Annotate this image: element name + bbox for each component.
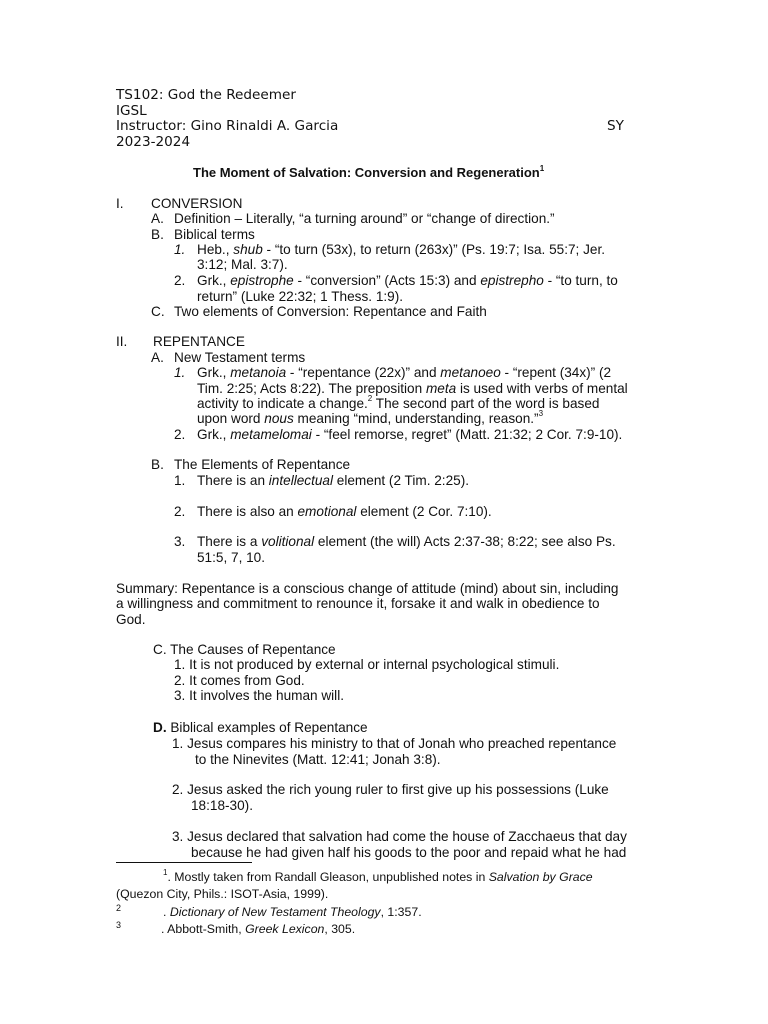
- footnote-ref-2: 2: [367, 394, 373, 404]
- s2-b3-text: There is a volitional element (the will) Acts 2:37-38; 8:22; see also Ps.: [197, 534, 616, 549]
- s1-a-label: A.: [151, 211, 164, 226]
- s2-b-text: The Elements of Repentance: [174, 457, 351, 472]
- causes-item-1: 1. It is not produced by external or internal psychological stimuli.: [174, 657, 560, 672]
- school-year-label: SY: [607, 118, 624, 134]
- s1-a-text: Definition – Literally, “a turning around” or “change of direction.”: [174, 211, 555, 226]
- school-name: IGSL: [116, 103, 147, 119]
- s2-b2-number: 2.: [174, 504, 186, 519]
- s1-b2-cont: return” (Luke 22:32; 1 Thess. 1:9).: [197, 289, 404, 304]
- s2-a2-number: 2.: [174, 427, 186, 442]
- summary-line-1: Summary: Repentance is a conscious change of attitude (mind) about sin, including: [116, 581, 619, 596]
- s1-b-text: Biblical terms: [174, 227, 255, 242]
- example-3-line-2: because he had given half his goods to the poor and repaid what he had: [191, 845, 627, 860]
- causes-heading: C. The Causes of Repentance: [153, 642, 336, 657]
- s1-c-text: Two elements of Conversion: Repentance and Faith: [174, 304, 487, 319]
- s2-b2-text: There is also an emotional element (2 Cor. 7:10).: [197, 504, 492, 519]
- document-title: [193, 165, 544, 181]
- s1-b2-text: Grk., epistrophe - “conversion” (Acts 15:3) and epistrepho - “to turn, to: [197, 273, 618, 288]
- s2-a1-line2: Tim. 2:25; Acts 8:22). The preposition meta is used with verbs of mental: [197, 381, 628, 396]
- s2-b1-text: There is an intellectual element (2 Tim. 2:25).: [197, 473, 470, 488]
- summary-line-3: God.: [116, 612, 146, 627]
- footnote-3: . Abbott-Smith, Greek Lexicon, 305.: [161, 922, 356, 936]
- s2-a1-line4: upon word nous meaning “mind, understanding, reason.”$^3$: [197, 409, 544, 426]
- section-2-heading: REPENTANCE: [153, 334, 245, 349]
- s2-b-label: B.: [151, 457, 164, 472]
- footnote-3-number: 3: [116, 920, 122, 930]
- s2-a-label: A.: [151, 350, 164, 365]
- causes-item-3: 3. It involves the human will.: [174, 688, 345, 703]
- summary-line-2: a willingness and commitment to renounce it, forsake it and walk in obedience to: [116, 596, 600, 611]
- footnote-separator: [116, 862, 252, 863]
- s2-a1-number: 1.: [174, 365, 186, 380]
- course-title: TS102: God the Redeemer: [116, 87, 296, 103]
- s1-b1-cont: 3:12; Mal. 3:7).: [197, 257, 288, 272]
- s1-b1-text: Heb., shub - “to turn (53x), to return (263x)” (Ps. 19:7; Isa. 55:7; Jer.: [197, 242, 606, 257]
- s1-c-label: C.: [151, 304, 165, 319]
- example-2-line-2: 18:18-30).: [191, 798, 253, 813]
- causes-item-2: 2. It comes from God.: [174, 673, 305, 688]
- example-1-line-2: to the Ninevites (Matt. 12:41; Jonah 3:8).: [195, 752, 441, 767]
- example-2-line-1: 2. Jesus asked the rich young ruler to first give up his possessions (Luke: [172, 782, 609, 797]
- example-1-line-1: 1. Jesus compares his ministry to that of Jonah who preached repentance: [172, 736, 617, 751]
- section-1-number: I.: [116, 196, 124, 211]
- s2-b3-cont: 51:5, 7, 10.: [197, 550, 266, 565]
- s1-b-label: B.: [151, 227, 164, 242]
- examples-heading: D. Biblical examples of Repentance: [153, 720, 368, 735]
- s1-b2-number: 2.: [174, 273, 186, 288]
- footnote-1: $^1$. Mostly taken from Randall Gleason, unpublished notes in Salvation by Grace: [163, 867, 593, 884]
- footnote-2: . Dictionary of New Testament Theology, 1:357.: [163, 905, 422, 919]
- s1-b1-number: 1.: [174, 242, 186, 257]
- example-3-line-1: 3. Jesus declared that salvation had come the house of Zacchaeus that day: [172, 829, 627, 844]
- footnote-ref-3: 3: [538, 409, 544, 419]
- s2-a1-line1: Grk., metanoia - “repentance (22x)” and metanoeo - “repent (34x)” (2: [197, 365, 612, 380]
- section-1-heading: CONVERSION: [151, 196, 243, 211]
- s2-a2-text: Grk., metamelomai - “feel remorse, regret” (Matt. 21:32; 2 Cor. 7:9-10).: [197, 427, 623, 442]
- footnote-2-number: 2: [116, 903, 122, 913]
- school-year: 2023-2024: [116, 134, 191, 150]
- s2-b1-number: 1.: [174, 473, 186, 488]
- instructor-name: Instructor: Gino Rinaldi A. Garcia: [116, 118, 339, 134]
- footnote-1-cont: (Quezon City, Phils.: ISOT-Asia, 1999).: [116, 887, 329, 901]
- s2-a1-line3: activity to indicate a change.$^2$ The second part of the word is based: [197, 394, 600, 411]
- s2-b3-number: 3.: [174, 534, 186, 549]
- section-2-number: II.: [116, 334, 128, 349]
- footnote-ref-1: 1: [539, 163, 545, 173]
- document-title-text: The Moment of Salvation: Conversion and Regeneration: [193, 165, 540, 180]
- s2-a-text: New Testament terms: [174, 350, 306, 365]
